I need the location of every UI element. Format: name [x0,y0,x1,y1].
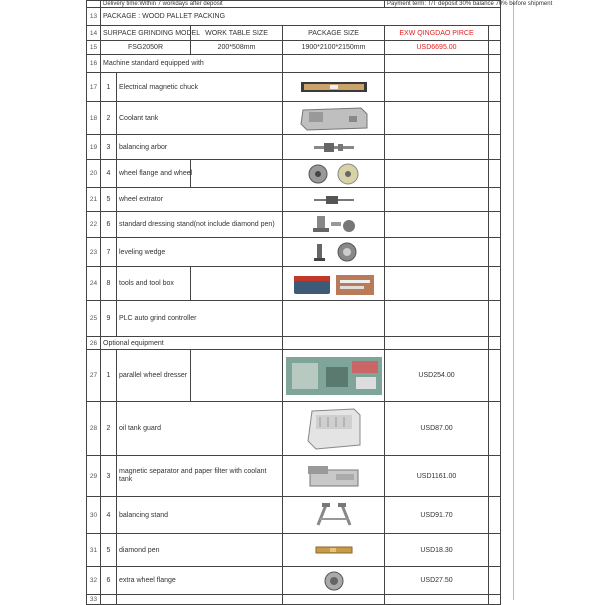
quotation-table [86,0,553,605]
row-number: 24 [87,267,101,301]
empty-cell [489,41,501,55]
empty-cell [385,301,489,337]
item-image-cell [283,238,385,267]
item-name: oil tank guard [117,402,283,456]
wheel-flange-and-wheel-icon [304,163,364,185]
header-row [87,26,501,41]
item-index: 6 [101,212,117,238]
work-table-header: WORK TABLE SIZE [191,26,283,41]
empty-cell [489,188,501,212]
wheel-flange-icon [322,570,346,592]
price-value: USD6695.00 [385,41,489,55]
item-name: balancing arbor [117,135,283,160]
item-price: USD18.30 [385,534,489,567]
empty-cell [191,160,283,188]
row-number: 21 [87,188,101,212]
spreadsheet [86,0,553,605]
empty-cell [489,267,501,301]
empty-cell [489,402,501,456]
empty-cell [489,73,501,102]
item-image-cell [283,567,385,595]
item-name: standard dressing stand(not include diamond pen) [117,212,283,238]
item-image-cell [283,350,385,402]
work-table-value: 200*508mm [191,41,283,55]
table-row [87,350,501,402]
item-name: diamond pen [117,534,283,567]
empty-cell [385,188,489,212]
empty-cell [489,55,501,73]
row-number: 32 [87,567,101,595]
empty-cell [385,238,489,267]
wheel-extractor-icon [312,194,356,206]
empty-cell [283,595,385,605]
empty-cell [489,301,501,337]
table-row [87,456,501,497]
row-number: 14 [87,26,101,41]
package-label: PACKAGE : WOOD PALLET PACKING [101,8,501,26]
item-index: 3 [101,456,117,497]
item-image-cell [283,534,385,567]
item-name: parallel wheel dresser [117,350,191,402]
empty-cell [489,135,501,160]
row-number: 23 [87,238,101,267]
row-number: 22 [87,212,101,238]
item-index: 5 [101,534,117,567]
coolant-tank-icon [299,104,369,132]
item-price: USD27.50 [385,567,489,595]
package-row [87,8,501,26]
item-name: PLC auto grind controller [117,301,283,337]
item-index: 2 [101,102,117,135]
empty-cell [283,55,385,73]
item-image-cell [283,212,385,238]
empty-cell [489,497,501,534]
empty-cell [489,238,501,267]
optional-section-row [87,337,501,350]
table-row [87,135,501,160]
model-value: FSG2050R [101,41,191,55]
empty-cell [489,26,501,41]
row-number: 29 [87,456,101,497]
empty-cell [489,102,501,135]
item-index: 8 [101,267,117,301]
row-number: 28 [87,402,101,456]
empty-cell [489,350,501,402]
package-size-value: 1900*2100*2150mm [283,41,385,55]
item-index: 4 [101,497,117,534]
empty-cell [385,267,489,301]
leveling-wedge-icon [307,241,361,263]
item-index: 3 [101,135,117,160]
item-price: USD1161.00 [385,456,489,497]
item-name: wheel flange and wheel [117,160,191,188]
empty-cell [489,456,501,497]
item-index: 4 [101,160,117,188]
row-number: 15 [87,41,101,55]
model-row [87,41,501,55]
item-image-cell [283,188,385,212]
optional-section-label: Optional equipment [101,337,283,350]
empty-cell [385,135,489,160]
item-index: 7 [101,238,117,267]
item-price: USD91.70 [385,497,489,534]
table-row [87,402,501,456]
row-number: 17 [87,73,101,102]
row-number: 18 [87,102,101,135]
item-name: Electrical magnetic chuck [117,73,283,102]
table-row [87,497,501,534]
tool-box-icon [292,272,376,296]
empty-cell [191,350,283,402]
empty-cell [385,102,489,135]
delivery-time-text: Delivery time:Within 7 workdays after deposit [101,1,385,8]
row-number: 26 [87,337,101,350]
item-image-cell [283,160,385,188]
price-header: EXW QINGDAO PIRCE [385,26,489,41]
table-row [87,102,501,135]
empty-cell [283,337,385,350]
table-row [87,567,501,595]
payment-term-text: Payment term: T/T deposit 30% balance 70% before shipment [385,1,501,8]
empty-cell [385,55,489,73]
balancing-arbor-icon [312,141,356,153]
row-number [87,1,101,8]
row-number: 16 [87,55,101,73]
empty-cell [385,595,489,605]
item-name: wheel extrator [117,188,283,212]
magnetic-separator-icon [306,462,362,490]
item-price: USD87.00 [385,402,489,456]
item-index: 6 [101,567,117,595]
item-index: 1 [101,350,117,402]
empty-cell [117,595,283,605]
model-header: SURPACE GRINDING MODEL [101,26,191,41]
row-number: 27 [87,350,101,402]
item-name: balancing stand [117,497,283,534]
standard-section-row [87,55,501,73]
table-row [87,212,501,238]
table-row [87,238,501,267]
empty-cell [489,534,501,567]
table-row [87,301,501,337]
item-image-cell [283,73,385,102]
balancing-stand-icon [312,501,356,529]
item-name: extra wheel flange [117,567,283,595]
empty-cell [101,595,117,605]
empty-cell [489,567,501,595]
item-image-cell [283,267,385,301]
row-number: 30 [87,497,101,534]
empty-cell [283,301,385,337]
item-index: 9 [101,301,117,337]
empty-cell [191,267,283,301]
table-row [87,73,501,102]
table-row [87,534,501,567]
table-row [87,188,501,212]
empty-cell [489,337,501,350]
empty-cell [385,337,489,350]
item-image-cell [283,102,385,135]
row-number: 13 [87,8,101,26]
wheel-dresser-icon [286,357,382,395]
row-number: 31 [87,534,101,567]
oil-tank-guard-icon [304,407,364,451]
empty-cell [489,595,501,605]
last-row [87,595,501,605]
item-image-cell [283,402,385,456]
item-name: Coolant tank [117,102,283,135]
item-name: tools and tool box [117,267,191,301]
row-number: 25 [87,301,101,337]
empty-cell [489,160,501,188]
table-row [87,160,501,188]
item-price: USD254.00 [385,350,489,402]
empty-cell [385,73,489,102]
item-image-cell [283,135,385,160]
item-name: magnetic separator and paper filter with coolant tank [117,456,283,497]
standard-section-label: Machine standard equipped with [101,55,283,73]
diamond-pen-icon [314,546,354,554]
item-name: leveling wedge [117,238,283,267]
top-row [87,1,501,8]
empty-cell [385,160,489,188]
item-index: 5 [101,188,117,212]
magnetic-chuck-icon [300,80,368,94]
item-image-cell [283,497,385,534]
row-number: 33 [87,595,101,605]
dressing-stand-icon [309,214,359,236]
sheet-right-border [513,0,514,600]
package-size-header: PACKAGE SIZE [283,26,385,41]
item-index: 2 [101,402,117,456]
row-number: 19 [87,135,101,160]
table-row [87,267,501,301]
row-number: 20 [87,160,101,188]
empty-cell [489,212,501,238]
item-image-cell [283,456,385,497]
empty-cell [385,212,489,238]
item-index: 1 [101,73,117,102]
